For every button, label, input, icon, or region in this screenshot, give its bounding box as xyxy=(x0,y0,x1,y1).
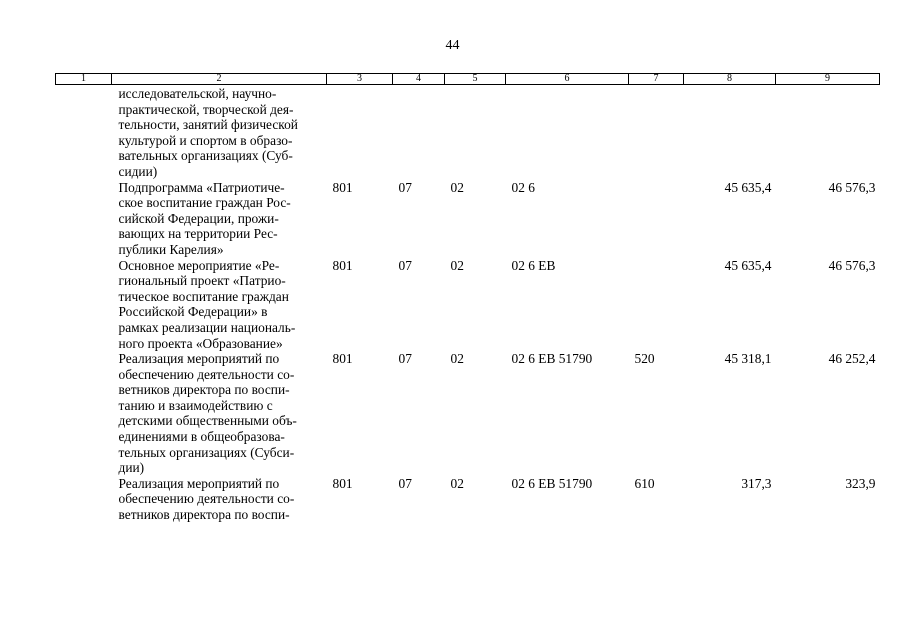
cell-col-1 xyxy=(56,258,112,352)
cell-amount-year-1: 45 635,4 xyxy=(724,179,772,195)
cell-expense-type: 610 xyxy=(634,475,655,491)
cell-amount-year-2 xyxy=(776,85,880,180)
item-name-line: Реализация мероприятий по xyxy=(118,475,280,491)
cell-expense-type: 520 xyxy=(634,351,655,367)
cell-target-article: 02 6 EB 51790 xyxy=(511,351,593,367)
item-name-line: обеспечению деятельности со- xyxy=(118,366,295,382)
item-name-line: сийской Федерации, прожи- xyxy=(118,210,279,226)
item-name-line: ветников директора по воспи- xyxy=(118,507,290,523)
cell-item-name xyxy=(112,476,327,523)
cell-expense-type xyxy=(629,258,684,352)
cell-section-code: 07 xyxy=(398,351,412,367)
cell-subsection-code xyxy=(445,85,506,180)
item-name-line: исследовательской, научно- xyxy=(118,86,277,101)
table-row xyxy=(56,258,880,352)
cell-ministry-code: 801 xyxy=(332,475,353,491)
item-name-line: культурой и спортом в образо- xyxy=(118,132,293,148)
table-row xyxy=(56,85,880,180)
item-name-line: тическое воспитание граждан xyxy=(118,288,289,304)
item-name-line: рамках реализации националь- xyxy=(118,319,296,335)
item-name-line: единениями в общеобразова- xyxy=(118,429,285,445)
cell-item-name xyxy=(112,180,327,258)
cell-target-article xyxy=(506,85,629,180)
item-name-line: Реализация мероприятий по xyxy=(118,351,280,367)
item-name-line: практической, творческой дея- xyxy=(118,101,294,117)
item-name-line: дии) xyxy=(118,460,145,476)
item-name-line: обеспечению деятельности со- xyxy=(118,491,295,507)
cell-item-name xyxy=(112,85,327,180)
cell-section-code: 07 xyxy=(398,257,412,273)
cell-subsection-code: 02 xyxy=(450,257,464,273)
item-name-line: Подпрограмма «Патриотиче- xyxy=(118,179,285,195)
cell-section-code xyxy=(393,85,445,180)
table-row xyxy=(56,476,880,523)
cell-amount-year-1: 317,3 xyxy=(741,475,772,491)
cell-col-1 xyxy=(56,180,112,258)
column-header-2: 2 xyxy=(112,74,327,85)
cell-amount-year-2: 323,9 xyxy=(845,475,876,491)
header-row xyxy=(56,74,880,85)
cell-amount-year-1: 45 318,1 xyxy=(724,351,772,367)
cell-ministry-code: 801 xyxy=(332,351,353,367)
budget-table xyxy=(55,73,880,523)
item-name-line: ного проекта «Образование» xyxy=(118,335,283,351)
cell-ministry-code: 801 xyxy=(332,257,353,273)
item-name-line: ское воспитание граждан Рос- xyxy=(118,195,291,211)
column-header-4: 4 xyxy=(393,74,445,85)
item-name-line: вающих на территории Рес- xyxy=(118,226,278,242)
cell-expense-type xyxy=(629,85,684,180)
cell-section-code: 07 xyxy=(398,475,412,491)
cell-col-1 xyxy=(56,85,112,180)
column-header-1: 1 xyxy=(56,74,112,85)
cell-expense-type xyxy=(629,180,684,258)
column-header-7: 7 xyxy=(629,74,684,85)
cell-amount-year-2: 46 576,3 xyxy=(828,179,876,195)
cell-amount-year-1: 45 635,4 xyxy=(724,257,772,273)
table-row xyxy=(56,351,880,476)
column-header-9: 9 xyxy=(776,74,880,85)
column-header-6: 6 xyxy=(506,74,629,85)
cell-col-1 xyxy=(56,351,112,476)
cell-amount-year-2: 46 252,4 xyxy=(828,351,876,367)
item-name-line: тельности, занятий физической xyxy=(118,117,298,133)
column-header-5: 5 xyxy=(445,74,506,85)
item-name-line: ветников директора по воспи- xyxy=(118,382,290,398)
item-name-line: танию и взаимодействию с xyxy=(118,397,273,413)
cell-target-article: 02 6 EB 51790 xyxy=(511,475,593,491)
cell-target-article: 02 6 xyxy=(511,179,535,195)
item-name-line: сидии) xyxy=(118,163,158,179)
cell-item-name xyxy=(112,351,327,476)
cell-section-code: 07 xyxy=(398,179,412,195)
item-name-line: гиональный проект «Патрио- xyxy=(118,273,286,289)
cell-amount-year-1 xyxy=(684,85,776,180)
table-body xyxy=(56,85,880,523)
item-name-line: публики Карелия» xyxy=(118,241,224,257)
cell-subsection-code: 02 xyxy=(450,475,464,491)
cell-target-article: 02 6 EB xyxy=(511,257,556,273)
item-name-line: вательных организациях (Суб- xyxy=(118,148,293,164)
cell-amount-year-2: 46 576,3 xyxy=(828,257,876,273)
column-header-3: 3 xyxy=(327,74,393,85)
column-header-8: 8 xyxy=(684,74,776,85)
table-row xyxy=(56,180,880,258)
cell-subsection-code: 02 xyxy=(450,351,464,367)
page-number: 44 xyxy=(445,38,460,53)
cell-col-1 xyxy=(56,476,112,523)
item-name-line: детскими общественными объ- xyxy=(118,413,297,429)
table-header xyxy=(56,74,880,85)
cell-ministry-code: 801 xyxy=(332,179,353,195)
item-name-line: тельных организациях (Субси- xyxy=(118,444,295,460)
item-name-line: Основное мероприятие «Ре- xyxy=(118,257,280,273)
item-name-line: Российской Федерации» в xyxy=(118,304,268,320)
cell-item-name xyxy=(112,258,327,352)
cell-subsection-code: 02 xyxy=(450,179,464,195)
cell-ministry-code xyxy=(327,85,393,180)
